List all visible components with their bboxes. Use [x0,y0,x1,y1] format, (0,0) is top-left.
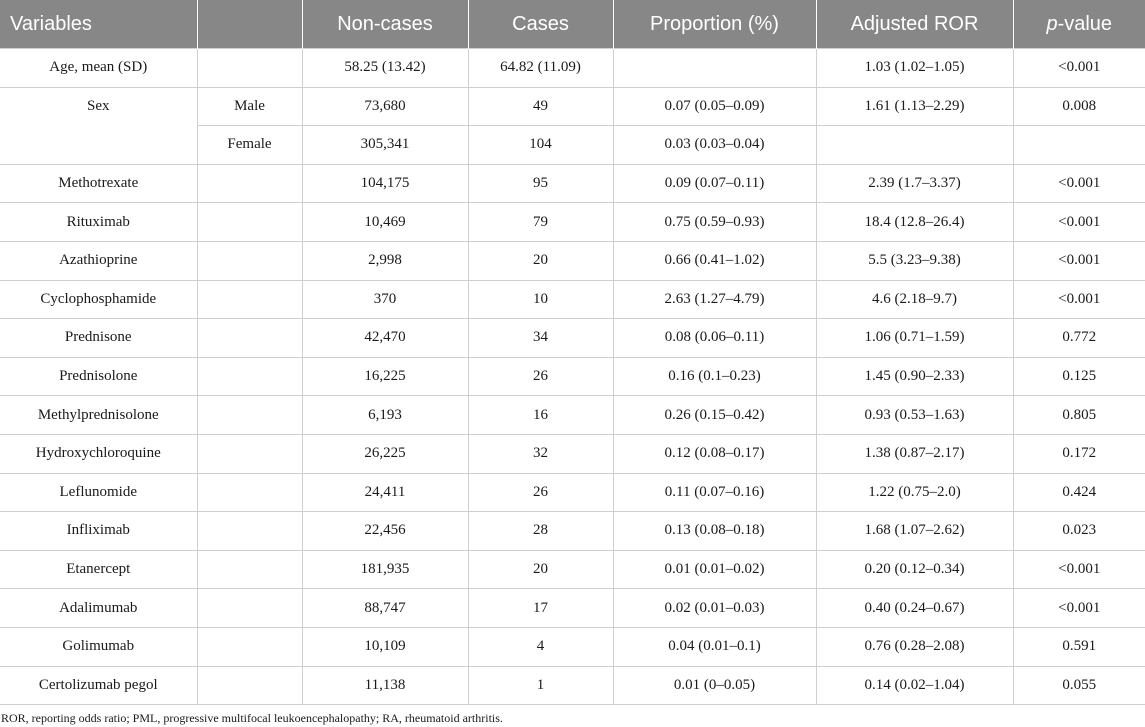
table-row [0,627,1145,666]
cell-variable: Adalimumab [0,589,197,628]
cell-cases: 20 [468,241,613,280]
table-row [0,280,1145,319]
table-header [0,0,1145,49]
cell-non-cases: 104,175 [302,164,468,203]
cell-proportion: 0.12 (0.08–0.17) [613,434,816,473]
cell-proportion: 0.02 (0.01–0.03) [613,589,816,628]
cell-proportion: 0.13 (0.08–0.18) [613,512,816,551]
cell-variable: Methylprednisolone [0,396,197,435]
cell-p-value: <0.001 [1013,164,1145,203]
cell-p-value: <0.001 [1013,203,1145,242]
table-row [0,203,1145,242]
cell-variable: Certolizumab pegol [0,666,197,705]
cell-p-value: 0.125 [1013,357,1145,396]
cell-non-cases: 88,747 [302,589,468,628]
header-p-value [1013,0,1145,49]
cell-subgroup: Female [197,126,302,165]
cell-p-value: <0.001 [1013,550,1145,589]
cell-proportion: 0.04 (0.01–0.1) [613,627,816,666]
cell-proportion: 0.26 (0.15–0.42) [613,396,816,435]
cell-p-value: <0.001 [1013,241,1145,280]
cell-adjusted-ror: 1.38 (0.87–2.17) [816,434,1013,473]
cell-p-value: 0.172 [1013,434,1145,473]
table-row [0,319,1145,358]
cell-adjusted-ror: 0.93 (0.53–1.63) [816,396,1013,435]
cell-proportion: 0.75 (0.59–0.93) [613,203,816,242]
cell-cases: 1 [468,666,613,705]
cell-proportion: 2.63 (1.27–4.79) [613,280,816,319]
cell-cases: 34 [468,319,613,358]
cell-variable: Prednisone [0,319,197,358]
cell-subgroup-empty [197,512,302,551]
cell-non-cases: 370 [302,280,468,319]
cell-cases: 26 [468,473,613,512]
cell-proportion: 0.09 (0.07–0.11) [613,164,816,203]
cell-adjusted-ror [816,126,1013,165]
cell-p-value: 0.805 [1013,396,1145,435]
table-row [0,434,1145,473]
cell-cases: 32 [468,434,613,473]
cell-p-value: <0.001 [1013,280,1145,319]
cell-cases: 17 [468,589,613,628]
table-row [0,357,1145,396]
cell-variable: Etanercept [0,550,197,589]
cell-adjusted-ror: 5.5 (3.23–9.38) [816,241,1013,280]
header-row [0,0,1145,49]
header-subgroup [197,0,302,49]
cell-variable: Leflunomide [0,473,197,512]
cell-subgroup: Male [197,87,302,126]
cell-subgroup-empty [197,666,302,705]
cell-p-value [1013,126,1145,165]
cell-cases: 64.82 (11.09) [468,49,613,88]
cell-variable: Azathioprine [0,241,197,280]
table-row-age [0,49,1145,88]
table-row [0,396,1145,435]
cell-cases: 10 [468,280,613,319]
cell-non-cases: 11,138 [302,666,468,705]
cell-subgroup-empty [197,434,302,473]
cell-variable: Cyclophosphamide [0,280,197,319]
cell-non-cases: 6,193 [302,396,468,435]
header-p-italic: p [1046,12,1058,35]
cell-proportion: 0.08 (0.06–0.11) [613,319,816,358]
cell-variable: Methotrexate [0,164,197,203]
table-row [0,666,1145,705]
cell-adjusted-ror: 2.39 (1.7–3.37) [816,164,1013,203]
header-proportion: Proportion (%) [613,0,816,49]
table-row-sex-male [0,87,1145,126]
cell-proportion: 0.07 (0.05–0.09) [613,87,816,126]
cell-subgroup-empty [197,550,302,589]
cell-p-value: <0.001 [1013,49,1145,88]
cell-cases: 4 [468,627,613,666]
cell-variable: Rituximab [0,203,197,242]
cell-cases: 79 [468,203,613,242]
table-row [0,589,1145,628]
header-non-cases: Non-cases [302,0,468,49]
header-adjusted-ror: Adjusted ROR [816,0,1013,49]
cell-non-cases: 181,935 [302,550,468,589]
cell-proportion: 0.03 (0.03–0.04) [613,126,816,165]
cell-subgroup-empty [197,627,302,666]
cell-cases: 49 [468,87,613,126]
cell-non-cases: 16,225 [302,357,468,396]
cell-variable: Infliximab [0,512,197,551]
cell-adjusted-ror: 18.4 (12.8–26.4) [816,203,1013,242]
cell-variable-sex: Sex [0,87,197,164]
cell-adjusted-ror: 1.22 (0.75–2.0) [816,473,1013,512]
cell-non-cases: 2,998 [302,241,468,280]
cell-adjusted-ror: 0.76 (0.28–2.08) [816,627,1013,666]
cell-cases: 104 [468,126,613,165]
cell-proportion: 0.01 (0–0.05) [613,666,816,705]
cell-variable: Hydroxychloroquine [0,434,197,473]
cell-adjusted-ror: 1.61 (1.13–2.29) [816,87,1013,126]
cell-subgroup-empty [197,396,302,435]
cell-adjusted-ror: 0.14 (0.02–1.04) [816,666,1013,705]
cell-proportion [613,49,816,88]
cell-subgroup [197,49,302,88]
cell-cases: 16 [468,396,613,435]
cell-cases: 26 [468,357,613,396]
header-variables: Variables [0,0,197,49]
cell-subgroup-empty [197,589,302,628]
cell-non-cases: 26,225 [302,434,468,473]
cell-cases: 95 [468,164,613,203]
cell-proportion: 0.01 (0.01–0.02) [613,550,816,589]
cell-subgroup-empty [197,241,302,280]
cell-p-value: 0.023 [1013,512,1145,551]
cell-p-value: 0.772 [1013,319,1145,358]
table-row [0,550,1145,589]
cell-non-cases: 10,469 [302,203,468,242]
cell-non-cases: 73,680 [302,87,468,126]
cell-variable: Prednisolone [0,357,197,396]
cell-non-cases: 10,109 [302,627,468,666]
cell-variable: Golimumab [0,627,197,666]
cell-adjusted-ror: 0.20 (0.12–0.34) [816,550,1013,589]
cell-p-value: <0.001 [1013,589,1145,628]
cell-p-value: 0.008 [1013,87,1145,126]
cell-proportion: 0.16 (0.1–0.23) [613,357,816,396]
cell-cases: 20 [468,550,613,589]
cell-subgroup-empty [197,319,302,358]
cell-non-cases: 22,456 [302,512,468,551]
cell-proportion: 0.11 (0.07–0.16) [613,473,816,512]
table-row [0,241,1145,280]
cell-non-cases: 58.25 (13.42) [302,49,468,88]
cell-adjusted-ror: 1.03 (1.02–1.05) [816,49,1013,88]
table-footnote: ROR, reporting odds ratio; PML, progressive multifocal leukoencephalopathy; RA, rheumatoid arthritis. [1,711,503,726]
cell-subgroup-empty [197,164,302,203]
cell-p-value: 0.591 [1013,627,1145,666]
cell-p-value: 0.055 [1013,666,1145,705]
cell-non-cases: 305,341 [302,126,468,165]
table-row [0,473,1145,512]
cell-non-cases: 24,411 [302,473,468,512]
cell-adjusted-ror: 1.68 (1.07–2.62) [816,512,1013,551]
cell-subgroup-empty [197,473,302,512]
cell-proportion: 0.66 (0.41–1.02) [613,241,816,280]
cell-adjusted-ror: 1.06 (0.71–1.59) [816,319,1013,358]
table-row [0,164,1145,203]
cell-subgroup-empty [197,203,302,242]
cell-subgroup-empty [197,280,302,319]
header-p-rest: -value [1057,12,1113,35]
cell-subgroup-empty [197,357,302,396]
cell-variable: Age, mean (SD) [0,49,197,88]
cell-non-cases: 42,470 [302,319,468,358]
cell-adjusted-ror: 1.45 (0.90–2.33) [816,357,1013,396]
cell-adjusted-ror: 0.40 (0.24–0.67) [816,589,1013,628]
header-cases: Cases [468,0,613,49]
cell-p-value: 0.424 [1013,473,1145,512]
table-body [0,49,1145,705]
cell-cases: 28 [468,512,613,551]
cell-adjusted-ror: 4.6 (2.18–9.7) [816,280,1013,319]
table-row [0,512,1145,551]
